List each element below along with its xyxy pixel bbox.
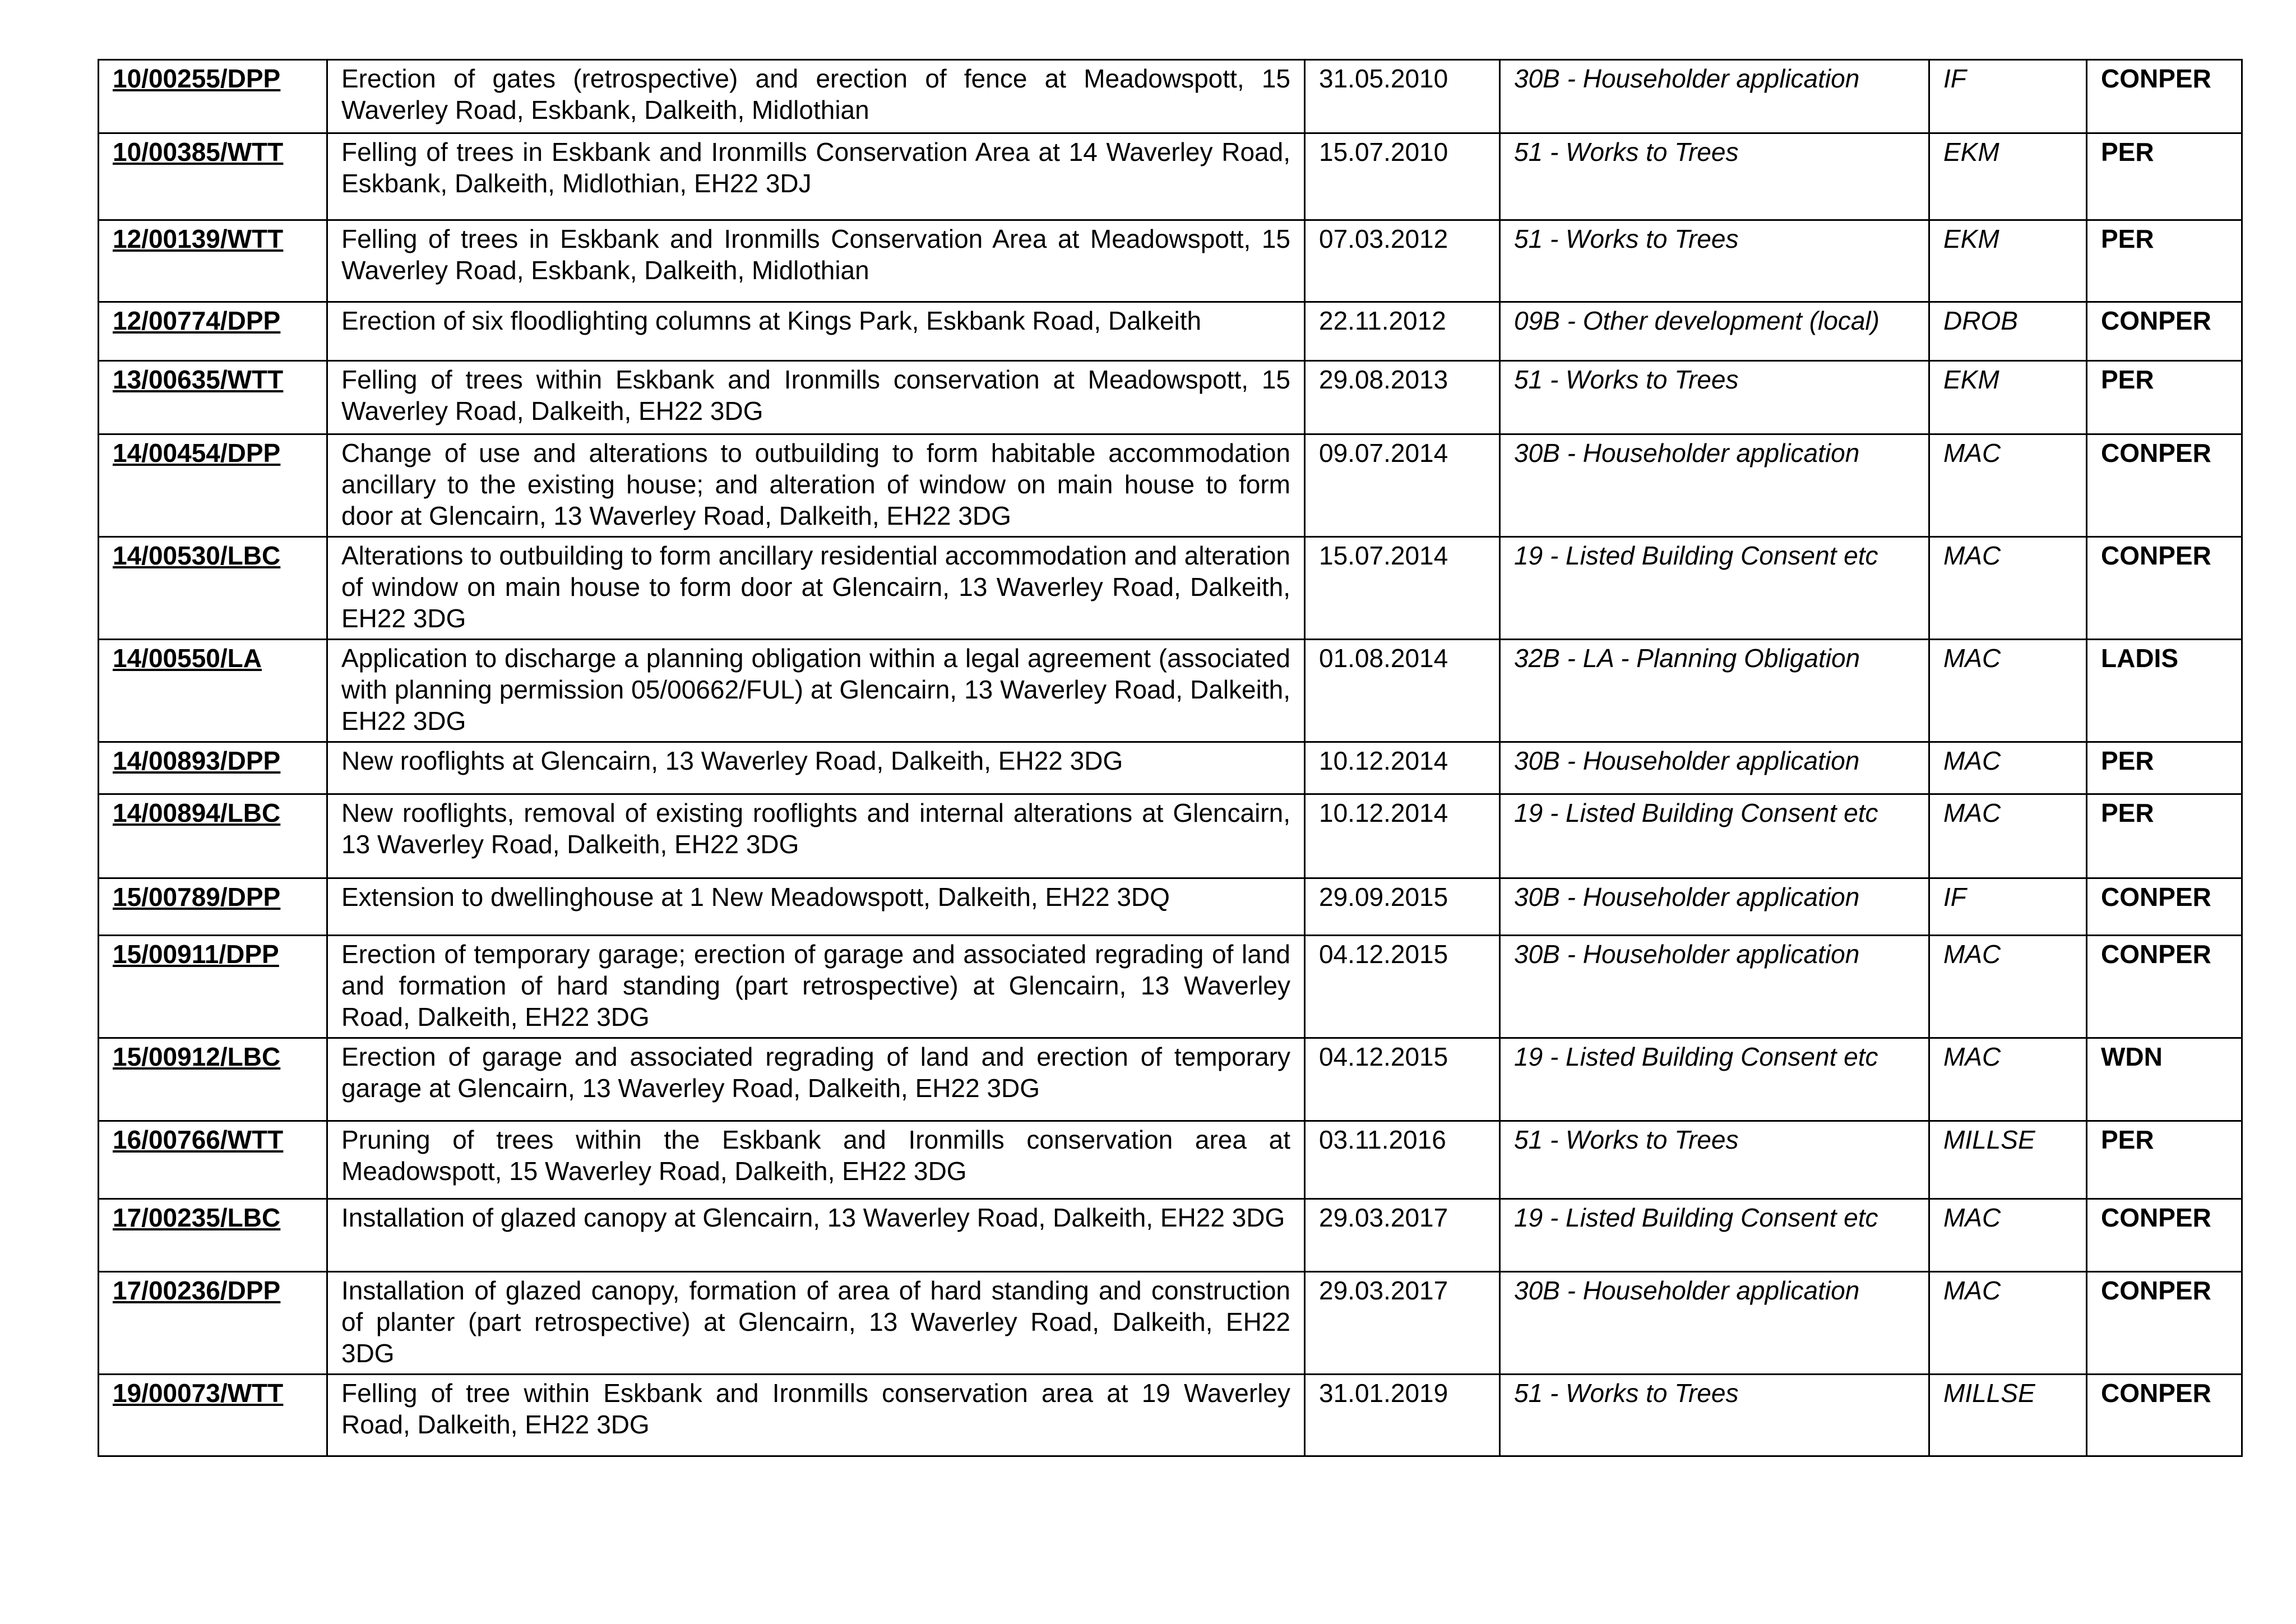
case-officer: MILLSE (1929, 1121, 2087, 1199)
proposal-description: Felling of trees within Eskbank and Ironmills conservation at Meadowspott, 15 Waverley Road, Dalkeith, EH22 3DG (327, 361, 1305, 434)
application-date: 31.01.2019 (1305, 1375, 1500, 1456)
application-date: 15.07.2014 (1305, 537, 1500, 640)
application-date: 29.03.2017 (1305, 1272, 1500, 1375)
application-type: 51 - Works to Trees (1500, 133, 1929, 220)
application-reference-link[interactable]: 17/00236/DPP (113, 1276, 281, 1305)
decision-code: LADIS (2087, 640, 2242, 742)
application-reference-cell[interactable] (99, 936, 327, 1038)
application-type: 30B - Householder application (1500, 878, 1929, 936)
application-reference-link[interactable]: 10/00255/DPP (113, 64, 281, 93)
case-officer: EKM (1929, 361, 2087, 434)
decision-code: PER (2087, 1121, 2242, 1199)
table-row (99, 302, 2242, 361)
application-type: 30B - Householder application (1500, 742, 1929, 794)
table-row (99, 1375, 2242, 1456)
proposal-description: Erection of six floodlighting columns at Kings Park, Eskbank Road, Dalkeith (327, 302, 1305, 361)
application-reference-cell[interactable] (99, 1038, 327, 1121)
application-date: 07.03.2012 (1305, 220, 1500, 302)
application-reference-link[interactable]: 14/00454/DPP (113, 438, 281, 468)
application-date: 04.12.2015 (1305, 1038, 1500, 1121)
case-officer: MAC (1929, 742, 2087, 794)
application-reference-cell[interactable] (99, 1272, 327, 1375)
table-row (99, 936, 2242, 1038)
case-officer: EKM (1929, 133, 2087, 220)
case-officer: MAC (1929, 1038, 2087, 1121)
decision-code: PER (2087, 133, 2242, 220)
case-officer: MAC (1929, 936, 2087, 1038)
table-row (99, 1121, 2242, 1199)
case-officer: MAC (1929, 434, 2087, 537)
application-date: 10.12.2014 (1305, 794, 1500, 878)
application-type: 30B - Householder application (1500, 60, 1929, 133)
application-type: 51 - Works to Trees (1500, 1121, 1929, 1199)
table-row (99, 1038, 2242, 1121)
application-reference-link[interactable]: 15/00789/DPP (113, 882, 281, 912)
table-row (99, 537, 2242, 640)
decision-code: WDN (2087, 1038, 2242, 1121)
application-type: 51 - Works to Trees (1500, 361, 1929, 434)
application-reference-cell[interactable] (99, 537, 327, 640)
application-reference-cell[interactable] (99, 361, 327, 434)
application-date: 31.05.2010 (1305, 60, 1500, 133)
table-row (99, 434, 2242, 537)
decision-code: CONPER (2087, 936, 2242, 1038)
application-type: 30B - Householder application (1500, 434, 1929, 537)
application-type: 19 - Listed Building Consent etc (1500, 794, 1929, 878)
application-reference-cell[interactable] (99, 302, 327, 361)
application-reference-link[interactable]: 15/00911/DPP (113, 940, 279, 969)
application-date: 29.08.2013 (1305, 361, 1500, 434)
planning-applications-table (98, 59, 2243, 1457)
case-officer: MAC (1929, 1199, 2087, 1272)
case-officer: MAC (1929, 1272, 2087, 1375)
application-reference-link[interactable]: 10/00385/WTT (113, 137, 284, 166)
application-date: 03.11.2016 (1305, 1121, 1500, 1199)
application-reference-link[interactable]: 14/00550/LA (113, 644, 262, 673)
table-row (99, 133, 2242, 220)
application-reference-cell[interactable] (99, 133, 327, 220)
proposal-description: New rooflights at Glencairn, 13 Waverley Road, Dalkeith, EH22 3DG (327, 742, 1305, 794)
application-reference-cell[interactable] (99, 742, 327, 794)
application-reference-cell[interactable] (99, 1199, 327, 1272)
decision-code: CONPER (2087, 1272, 2242, 1375)
application-reference-cell[interactable] (99, 640, 327, 742)
application-reference-link[interactable]: 17/00235/LBC (113, 1203, 281, 1232)
decision-code: CONPER (2087, 1199, 2242, 1272)
application-type: 19 - Listed Building Consent etc (1500, 1199, 1929, 1272)
table-row (99, 878, 2242, 936)
proposal-description: Erection of temporary garage; erection of garage and associated regrading of land and formation of hard standing (part retrospective) at Glencairn, 13 Waverley Road, Dalkeith, EH22 3DG (327, 936, 1305, 1038)
case-officer: DROB (1929, 302, 2087, 361)
decision-code: CONPER (2087, 302, 2242, 361)
application-date: 29.09.2015 (1305, 878, 1500, 936)
table-row (99, 1272, 2242, 1375)
decision-code: CONPER (2087, 537, 2242, 640)
application-reference-link[interactable]: 15/00912/LBC (113, 1042, 281, 1071)
proposal-description: Pruning of trees within the Eskbank and Ironmills conservation area at Meadowspott, 15 Waverley Road, Dalkeith, EH22 3DG (327, 1121, 1305, 1199)
application-date: 15.07.2010 (1305, 133, 1500, 220)
decision-code: PER (2087, 794, 2242, 878)
table-row (99, 361, 2242, 434)
application-date: 09.07.2014 (1305, 434, 1500, 537)
application-type: 30B - Householder application (1500, 936, 1929, 1038)
case-officer: EKM (1929, 220, 2087, 302)
application-reference-link[interactable]: 16/00766/WTT (113, 1125, 284, 1154)
case-officer: IF (1929, 878, 2087, 936)
proposal-description: Felling of trees in Eskbank and Ironmills Conservation Area at 14 Waverley Road, Eskbank, Dalkeith, Midlothian, EH22 3DJ (327, 133, 1305, 220)
application-type: 19 - Listed Building Consent etc (1500, 537, 1929, 640)
application-reference-link[interactable]: 14/00893/DPP (113, 746, 281, 775)
decision-code: CONPER (2087, 878, 2242, 936)
decision-code: PER (2087, 361, 2242, 434)
proposal-description: Erection of gates (retrospective) and erection of fence at Meadowspott, 15 Waverley Road, Eskbank, Dalkeith, Midlothian (327, 60, 1305, 133)
proposal-description: Felling of tree within Eskbank and Ironmills conservation area at 19 Waverley Road, Dalkeith, EH22 3DG (327, 1375, 1305, 1456)
applications-table-body (99, 60, 2242, 1456)
application-reference-cell[interactable] (99, 60, 327, 133)
application-reference-cell[interactable] (99, 878, 327, 936)
case-officer: MAC (1929, 794, 2087, 878)
application-type: 51 - Works to Trees (1500, 1375, 1929, 1456)
application-type: 32B - LA - Planning Obligation (1500, 640, 1929, 742)
application-reference-cell[interactable] (99, 1121, 327, 1199)
decision-code: PER (2087, 220, 2242, 302)
application-reference-link[interactable]: 14/00894/LBC (113, 798, 281, 827)
application-reference-link[interactable]: 19/00073/WTT (113, 1378, 284, 1408)
application-reference-cell[interactable] (99, 794, 327, 878)
proposal-description: Alterations to outbuilding to form ancillary residential accommodation and alteration of window on main house to form door at Glencairn, 13 Waverley Road, Dalkeith, EH22 3DG (327, 537, 1305, 640)
application-reference-cell[interactable] (99, 434, 327, 537)
application-date: 01.08.2014 (1305, 640, 1500, 742)
application-type: 30B - Householder application (1500, 1272, 1929, 1375)
table-row (99, 742, 2242, 794)
planning-history-page (98, 59, 2241, 1457)
table-row (99, 794, 2242, 878)
table-row (99, 60, 2242, 133)
application-date: 10.12.2014 (1305, 742, 1500, 794)
application-type: 19 - Listed Building Consent etc (1500, 1038, 1929, 1121)
application-type: 51 - Works to Trees (1500, 220, 1929, 302)
application-date: 22.11.2012 (1305, 302, 1500, 361)
case-officer: MILLSE (1929, 1375, 2087, 1456)
proposal-description: Change of use and alterations to outbuilding to form habitable accommodation ancillary to the existing house; and alteration of window on main house to form door at Glencairn, 13 Waverley Road, Dalkeith, EH22 3DG (327, 434, 1305, 537)
case-officer: MAC (1929, 640, 2087, 742)
decision-code: CONPER (2087, 60, 2242, 133)
application-reference-cell[interactable] (99, 1375, 327, 1456)
proposal-description: New rooflights, removal of existing rooflights and internal alterations at Glencairn, 13 Waverley Road, Dalkeith, EH22 3DG (327, 794, 1305, 878)
application-reference-link[interactable]: 13/00635/WTT (113, 365, 284, 394)
table-row (99, 1199, 2242, 1272)
proposal-description: Extension to dwellinghouse at 1 New Meadowspott, Dalkeith, EH22 3DQ (327, 878, 1305, 936)
proposal-description: Installation of glazed canopy, formation of area of hard standing and construction of planter (part retrospective) at Glencairn, 13 Waverley Road, Dalkeith, EH22 3DG (327, 1272, 1305, 1375)
case-officer: MAC (1929, 537, 2087, 640)
application-date: 04.12.2015 (1305, 936, 1500, 1038)
proposal-description: Application to discharge a planning obligation within a legal agreement (associated with planning permission 05/00662/FUL) at Glencairn, 13 Waverley Road, Dalkeith, EH22 3DG (327, 640, 1305, 742)
decision-code: PER (2087, 742, 2242, 794)
proposal-description: Erection of garage and associated regrading of land and erection of temporary garage at Glencairn, 13 Waverley Road, Dalkeith, EH22 3DG (327, 1038, 1305, 1121)
application-reference-link[interactable]: 14/00530/LBC (113, 541, 281, 570)
application-date: 29.03.2017 (1305, 1199, 1500, 1272)
proposal-description: Installation of glazed canopy at Glencairn, 13 Waverley Road, Dalkeith, EH22 3DG (327, 1199, 1305, 1272)
application-reference-link[interactable]: 12/00774/DPP (113, 306, 281, 335)
application-reference-link[interactable]: 12/00139/WTT (113, 224, 284, 253)
case-officer: IF (1929, 60, 2087, 133)
table-row (99, 220, 2242, 302)
application-reference-cell[interactable] (99, 220, 327, 302)
decision-code: CONPER (2087, 1375, 2242, 1456)
proposal-description: Felling of trees in Eskbank and Ironmills Conservation Area at Meadowspott, 15 Waverley Road, Eskbank, Dalkeith, Midlothian (327, 220, 1305, 302)
table-row (99, 640, 2242, 742)
application-type: 09B - Other development (local) (1500, 302, 1929, 361)
decision-code: CONPER (2087, 434, 2242, 537)
